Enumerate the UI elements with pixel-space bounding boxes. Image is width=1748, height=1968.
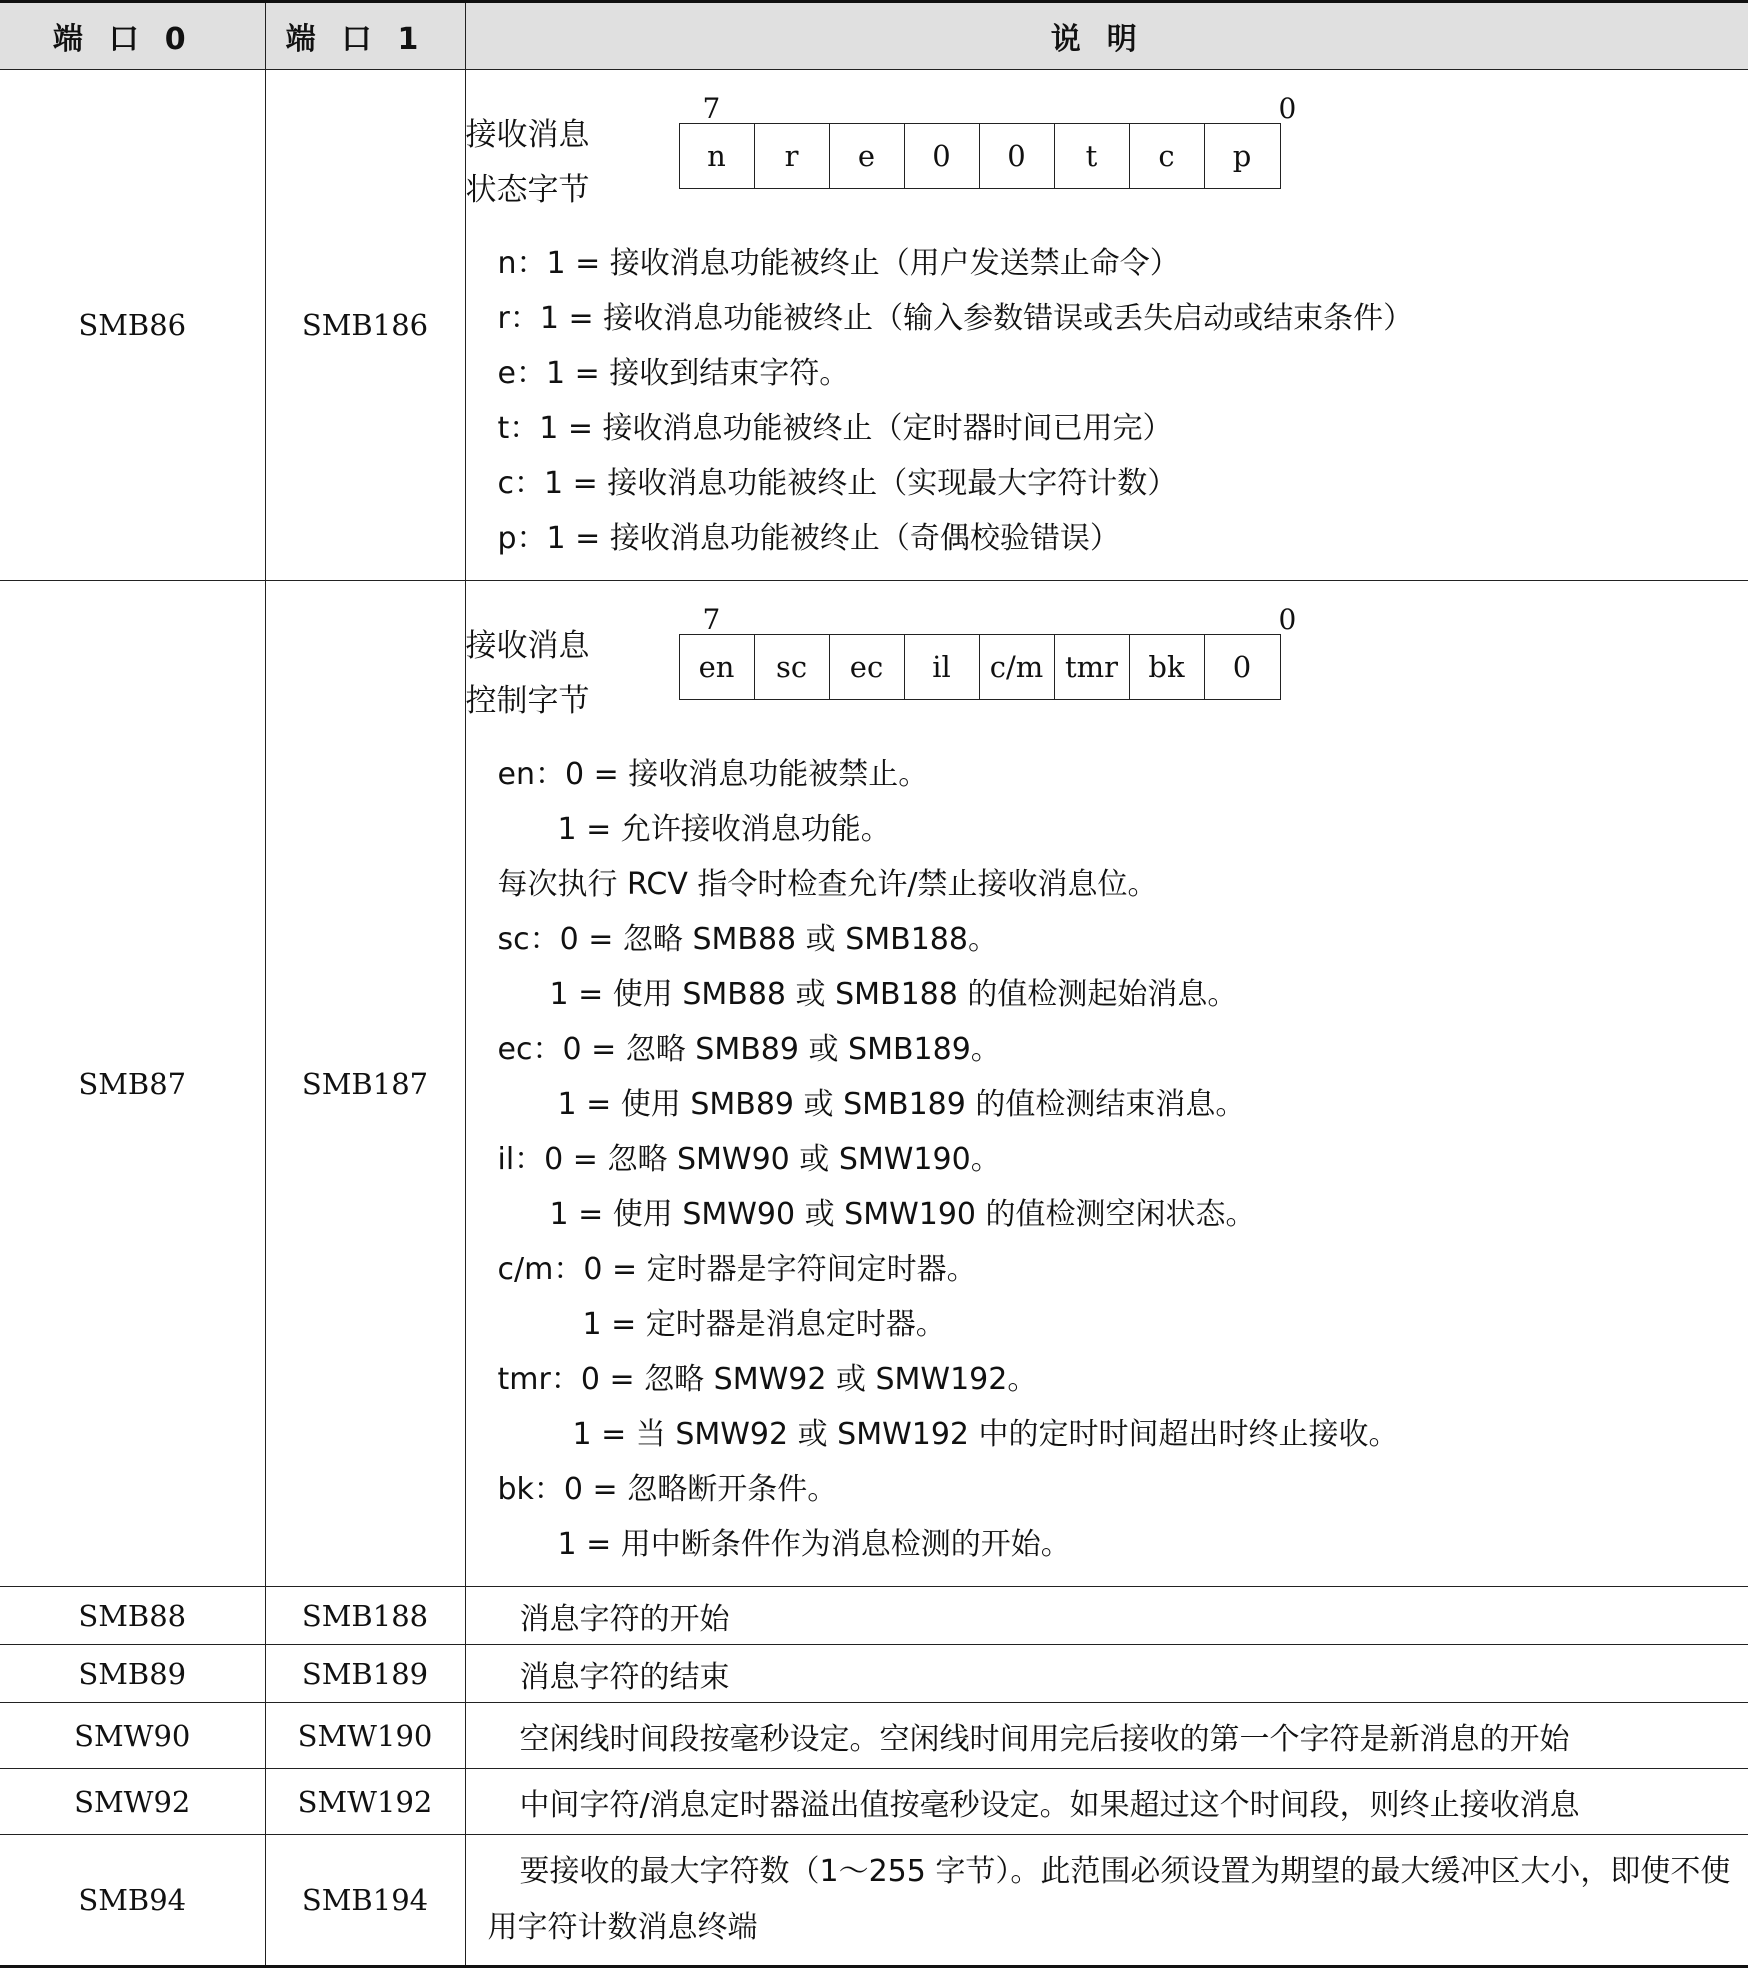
bit-description: p：1 = 接收消息功能被终止（奇偶校验错误） xyxy=(498,511,1748,566)
description-cell xyxy=(465,1645,1748,1703)
bit-description: 1 = 定时器是消息定时器。 xyxy=(498,1297,1748,1352)
bit-high-label: 7 xyxy=(703,603,721,636)
port1-cell: SMB188 xyxy=(265,1587,465,1645)
bit-description: 1 = 当 SMW92 或 SMW192 中的定时时间超出时终止接收。 xyxy=(498,1407,1748,1462)
bit-field xyxy=(679,634,1281,700)
port1-cell: SMB186 xyxy=(265,70,465,581)
bit-description: n：1 = 接收消息功能被终止（用户发送禁止命令） xyxy=(498,236,1748,291)
bit-cell: 0 xyxy=(905,124,980,188)
diagram-label xyxy=(466,108,590,218)
diagram-label-line1: 接收消息 xyxy=(466,619,590,674)
bit-cell: ec xyxy=(830,635,905,699)
description-cell xyxy=(465,581,1748,1587)
bit-description: il：0 = 忽略 SMW90 或 SMW190。 xyxy=(498,1132,1748,1187)
control-byte-diagram xyxy=(466,603,1748,729)
port1-cell: SMW190 xyxy=(265,1703,465,1769)
description-cell xyxy=(465,70,1748,581)
diagram-label-line2: 控制字节 xyxy=(466,674,590,729)
description-text: 空闲线时间段按毫秒设定。空闲线时间用完后接收的第一个字符是新消息的开始 xyxy=(466,1714,1748,1758)
bit-cell: sc xyxy=(755,635,830,699)
description-cell xyxy=(465,1769,1748,1835)
header-description: 说明 xyxy=(465,2,1748,70)
bit-low-label: 0 xyxy=(1279,603,1297,636)
port0-cell: SMW92 xyxy=(0,1769,265,1835)
bit-high-label: 7 xyxy=(703,92,721,125)
description-cell xyxy=(465,1587,1748,1645)
description-cell xyxy=(465,1835,1748,1967)
table-row xyxy=(0,1587,1748,1645)
bit-cell: 0 xyxy=(1205,635,1280,699)
description-cell xyxy=(465,1703,1748,1769)
port0-cell: SMB89 xyxy=(0,1645,265,1703)
table-row-smb94 xyxy=(0,1835,1748,1967)
status-byte-diagram xyxy=(466,92,1748,218)
port0-cell: SMB86 xyxy=(0,70,265,581)
bit-description: 1 = 使用 SMB89 或 SMB189 的值检测结束消息。 xyxy=(498,1077,1748,1132)
bit-description-list xyxy=(466,729,1748,1586)
bit-description: 1 = 用中断条件作为消息检测的开始。 xyxy=(498,1517,1748,1572)
header-port1: 端口1 xyxy=(265,2,465,70)
port0-cell: SMB94 xyxy=(0,1835,265,1967)
port1-cell: SMB194 xyxy=(265,1835,465,1967)
bit-description: e：1 = 接收到结束字符。 xyxy=(498,346,1748,401)
bit-cell: bk xyxy=(1130,635,1205,699)
bit-cell: t xyxy=(1055,124,1130,188)
bit-cell: il xyxy=(905,635,980,699)
bit-description: ec：0 = 忽略 SMB89 或 SMB189。 xyxy=(498,1022,1748,1077)
bit-description: 1 = 使用 SMW90 或 SMW190 的值检测空闲状态。 xyxy=(498,1187,1748,1242)
bit-description: r：1 = 接收消息功能被终止（输入参数错误或丢失启动或结束条件） xyxy=(498,291,1748,346)
table-row-smb86 xyxy=(0,70,1748,581)
port1-cell: SMB189 xyxy=(265,1645,465,1703)
description-text-wrapper xyxy=(466,1836,1748,1964)
description-text: 消息字符的结束 xyxy=(466,1652,1748,1696)
header-port0: 端口0 xyxy=(0,2,265,70)
bit-description: c/m：0 = 定时器是字符间定时器。 xyxy=(498,1242,1748,1297)
bit-low-label: 0 xyxy=(1279,92,1297,125)
bit-cell: p xyxy=(1205,124,1280,188)
bit-cell: r xyxy=(755,124,830,188)
table-header-row xyxy=(0,2,1748,70)
port1-cell: SMW192 xyxy=(265,1769,465,1835)
bit-description: 1 = 使用 SMB88 或 SMB188 的值检测起始消息。 xyxy=(498,967,1748,1022)
bit-cell: e xyxy=(830,124,905,188)
port0-cell: SMB87 xyxy=(0,581,265,1587)
bit-description: sc：0 = 忽略 SMB88 或 SMB188。 xyxy=(498,912,1748,967)
bit-description: en：0 = 接收消息功能被禁止。 xyxy=(498,747,1748,802)
table-row xyxy=(0,1645,1748,1703)
bit-description-list xyxy=(466,218,1748,580)
diagram-label-line2: 状态字节 xyxy=(466,163,590,218)
bit-cell: 0 xyxy=(980,124,1055,188)
table-row xyxy=(0,1703,1748,1769)
bit-cell: tmr xyxy=(1055,635,1130,699)
description-text: 消息字符的开始 xyxy=(466,1594,1748,1638)
bit-description: tmr：0 = 忽略 SMW92 或 SMW192。 xyxy=(498,1352,1748,1407)
diagram-label xyxy=(466,619,590,729)
bit-cell: c xyxy=(1130,124,1205,188)
table-row xyxy=(0,1769,1748,1835)
description-text: 中间字符/消息定时器溢出值按毫秒设定。如果超过这个时间段，则终止接收消息 xyxy=(466,1780,1748,1824)
diagram-label-line1: 接收消息 xyxy=(466,108,590,163)
table-row-smb87 xyxy=(0,581,1748,1587)
bit-field xyxy=(679,123,1281,189)
bit-cell: c/m xyxy=(980,635,1055,699)
bit-description: 每次执行 RCV 指令时检查允许/禁止接收消息位。 xyxy=(498,857,1748,912)
bit-description: 1 = 允许接收消息功能。 xyxy=(498,802,1748,857)
port0-cell: SMW90 xyxy=(0,1703,265,1769)
port0-cell: SMB88 xyxy=(0,1587,265,1645)
port1-cell: SMB187 xyxy=(265,581,465,1587)
bit-description: t：1 = 接收消息功能被终止（定时器时间已用完） xyxy=(498,401,1748,456)
description-text: 要接收的最大字符数（1～255 字节）。此范围必须设置为期望的最大缓冲区大小，即使不使用字符计数消息终端 xyxy=(488,1854,1731,1945)
bit-cell: en xyxy=(680,635,755,699)
bit-cell: n xyxy=(680,124,755,188)
bit-description: c：1 = 接收消息功能被终止（实现最大字符计数） xyxy=(498,456,1748,511)
bit-description: bk：0 = 忽略断开条件。 xyxy=(498,1462,1748,1517)
